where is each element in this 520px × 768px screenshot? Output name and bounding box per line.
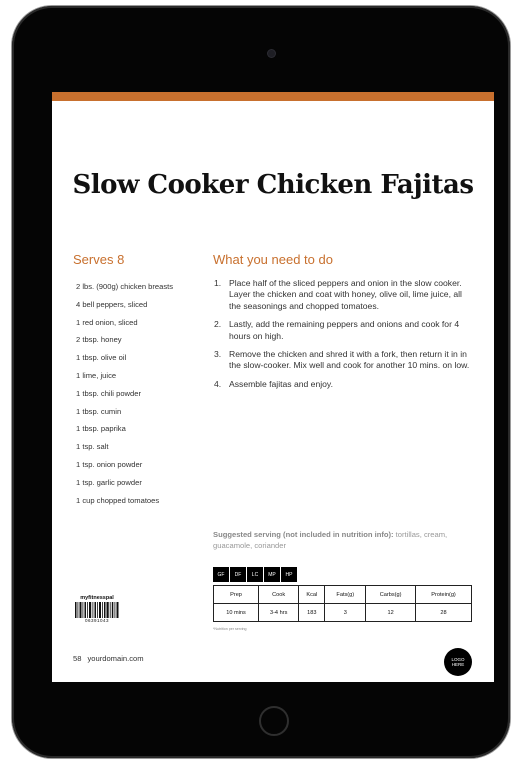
nutrition-header: Carbs(g) bbox=[366, 586, 416, 604]
accent-bar bbox=[52, 92, 494, 101]
ingredient-item: 1 tsp. onion powder bbox=[76, 459, 143, 469]
diet-tag: LC bbox=[247, 567, 263, 582]
instructions-heading: What you need to do bbox=[213, 252, 333, 267]
step-number: 2. bbox=[214, 319, 222, 330]
front-camera bbox=[268, 50, 275, 57]
nutrition-value-row bbox=[214, 604, 472, 622]
instruction-step bbox=[214, 278, 476, 312]
instruction-steps bbox=[214, 278, 476, 397]
nutrition-header: Kcal bbox=[299, 586, 325, 604]
ingredient-item: 1 tbsp. olive oil bbox=[76, 353, 127, 363]
diet-tag: DF bbox=[230, 567, 246, 582]
logo-placeholder bbox=[444, 648, 472, 676]
ingredient-item: 1 red onion, sliced bbox=[76, 317, 138, 327]
footer-domain: yourdomain.com bbox=[87, 654, 144, 663]
instruction-step bbox=[214, 319, 476, 342]
ingredient-item: 1 tbsp. cumin bbox=[76, 406, 122, 416]
nutrition-value: 3-4 hrs bbox=[259, 604, 299, 622]
ingredient-list bbox=[76, 282, 206, 513]
logo-text-line: LOGO bbox=[451, 656, 465, 662]
ingredient-item: 2 tbsp. honey bbox=[76, 335, 122, 345]
nutrition-header: Prep bbox=[214, 586, 259, 604]
nutrition-table bbox=[213, 585, 472, 622]
serves-heading: Serves 8 bbox=[73, 252, 125, 267]
step-text: Remove the chicken and shred it with a fork, then return it in in the slow-cooker. Mix well and cook for another 10 mins. on low. bbox=[229, 349, 470, 371]
nutrition-value: 28 bbox=[416, 604, 472, 622]
step-number: 4. bbox=[214, 378, 222, 389]
ingredient-item: 1 lime, juice bbox=[76, 370, 117, 380]
ingredient-item: 1 cup chopped tomatoes bbox=[76, 495, 160, 505]
nutrition-value: 183 bbox=[299, 604, 325, 622]
diet-tag: HP bbox=[281, 567, 297, 582]
nutrition-value: 3 bbox=[325, 604, 366, 622]
barcode-icon bbox=[74, 602, 120, 618]
step-text: Assemble fajitas and enjoy. bbox=[229, 378, 333, 389]
ingredient-item: 4 bell peppers, sliced bbox=[76, 299, 148, 309]
nutrition-header: Cook bbox=[259, 586, 299, 604]
page-number: 58 bbox=[73, 654, 82, 663]
step-number: 3. bbox=[214, 349, 222, 360]
serving-label: Suggested serving (not included in nutrition info): bbox=[213, 530, 394, 539]
ingredient-item: 1 tbsp. chili powder bbox=[76, 388, 142, 398]
diet-tag: GF bbox=[213, 567, 229, 582]
nutrition-value: 12 bbox=[366, 604, 416, 622]
barcode-brand: myfitnesspal bbox=[80, 595, 114, 601]
nutrition-header: Fats(g) bbox=[325, 586, 366, 604]
step-number: 1. bbox=[214, 278, 222, 288]
instruction-step bbox=[214, 379, 476, 390]
tablet-screen bbox=[52, 92, 494, 682]
barcode-number: 06391043 bbox=[84, 618, 110, 623]
serving-suggestion bbox=[213, 530, 473, 551]
home-button[interactable] bbox=[259, 706, 289, 736]
ingredient-item: 1 tbsp. paprika bbox=[76, 424, 126, 434]
nutrition-header-row bbox=[214, 586, 472, 604]
step-text: Lastly, add the remaining peppers and onions and cook for 4 hours on high. bbox=[229, 319, 460, 341]
instruction-step bbox=[214, 349, 476, 372]
diet-tags bbox=[213, 567, 297, 582]
serving-text: tortillas, cream, guacamole, coriander bbox=[213, 530, 448, 550]
nutrition-value: 10 mins bbox=[214, 604, 259, 622]
nutrition-header: Protein(g) bbox=[416, 586, 472, 604]
nutrition-footnote: *Nutrition per serving bbox=[213, 627, 247, 631]
tablet-device bbox=[12, 6, 510, 758]
step-text: Place half of the sliced peppers and onion in the slow cooker. Layer the chicken and coat with honey, olive oil, lime juice, all the seasonings and chopped tomatoes. bbox=[229, 278, 462, 311]
diet-tag: MP bbox=[264, 567, 280, 582]
barcode bbox=[74, 595, 120, 623]
ingredient-item: 1 tsp. garlic powder bbox=[76, 477, 142, 487]
page-footer bbox=[73, 654, 144, 663]
ingredient-item: 1 tsp. salt bbox=[76, 442, 109, 452]
logo-text-line: HERE bbox=[451, 662, 465, 667]
recipe-title: Slow Cooker Chicken Fajitas bbox=[72, 170, 474, 200]
ingredient-item: 2 lbs. (900g) chicken breasts bbox=[76, 282, 174, 291]
